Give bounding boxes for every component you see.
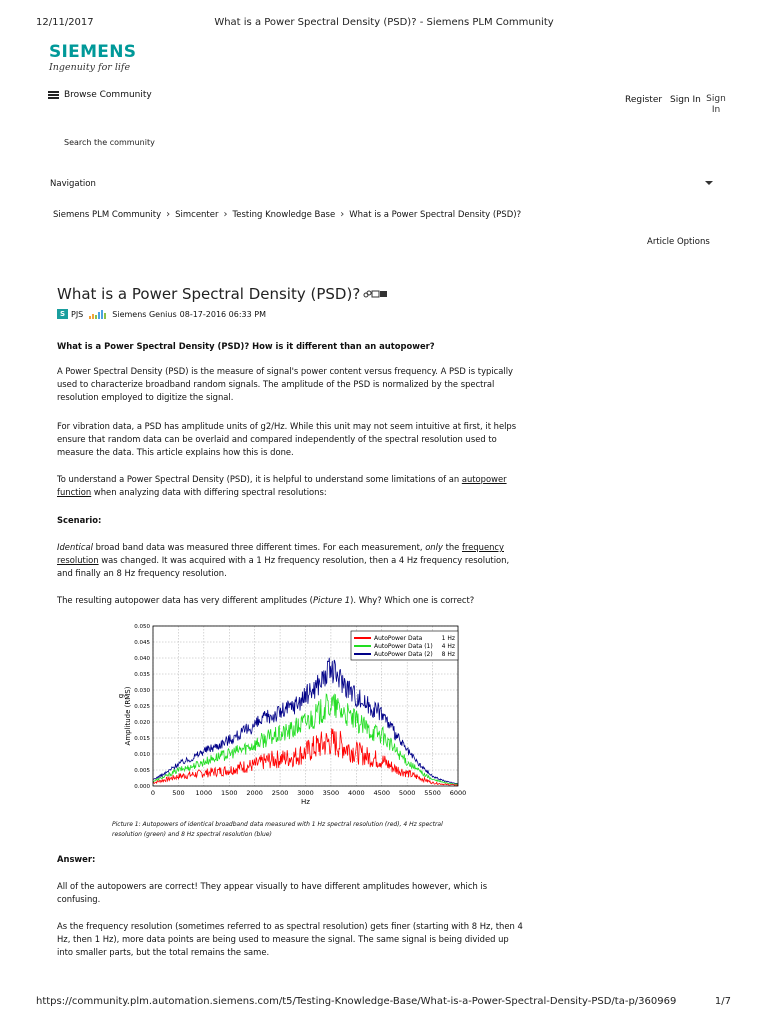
question-heading	[57, 340, 527, 353]
y-tick-label: 0.015	[134, 736, 150, 742]
logo-word: SIEMENS	[49, 42, 137, 62]
y-tick-label: 0.025	[134, 704, 150, 710]
y-tick-label: 0.050	[134, 624, 150, 630]
p3-post: when analyzing data with differing spectral resolutions:	[91, 487, 327, 498]
paragraph-4	[57, 541, 527, 581]
x-tick-label: 500	[172, 789, 185, 797]
legend-label: AutoPower Data (2)	[374, 651, 433, 658]
attachment-icons	[363, 290, 387, 298]
y-tick-label: 0.010	[134, 752, 150, 758]
breadcrumb	[53, 209, 521, 220]
search-input[interactable]	[64, 138, 444, 147]
print-page-number: 1/7	[714, 996, 731, 1007]
x-tick-label: 1500	[220, 789, 238, 797]
sign-in-link[interactable]: Sign In	[670, 95, 701, 105]
paragraph-7-text: As the frequency resolution (sometimes referred to as spectral resolution) gets finer (starting with 8 Hz, then 4 Hz, then 1 Hz), more data points are being used to measure the signal. The same signal is being divided up into smaller parts, but the total remains the same.	[57, 921, 523, 958]
print-url: https://community.plm.automation.siemens.com/t5/Testing-Knowledge-Base/What-is-a-Power-Spectral-Density-PSD/ta-p/360969	[36, 996, 677, 1007]
sign-in-link-secondary[interactable]: Sign In	[706, 94, 726, 115]
author-name[interactable]: PJS	[71, 309, 84, 319]
p4-b: the	[442, 542, 462, 552]
y-tick-label: 0.040	[134, 656, 150, 662]
legend-suffix: 4 Hz	[441, 643, 455, 650]
paragraph-5	[57, 594, 527, 607]
video-icon	[380, 291, 387, 297]
x-tick-label: 3000	[297, 789, 314, 797]
y-tick-label: 0.035	[134, 672, 150, 678]
scenario-heading: Scenario:	[57, 515, 102, 525]
legend-label: AutoPower Data (1)	[374, 643, 433, 650]
y-tick-label: 0.000	[134, 784, 150, 790]
x-tick-label: 5500	[424, 789, 441, 797]
siemens-logo[interactable]	[49, 44, 136, 73]
legend-suffix: 8 Hz	[441, 651, 455, 658]
paragraph-3	[57, 473, 527, 499]
y-axis-unit: g	[117, 693, 125, 699]
x-tick-label: 6000	[449, 789, 467, 797]
chevron-right-icon: ›	[340, 209, 345, 220]
browse-community-button[interactable]	[48, 90, 152, 100]
paragraph-2-text: For vibration data, a PSD has amplitude units of g2/Hz. While this unit may not seem intuitive at first, it helps ensure that random data can be overlaid and compared independently of the spectral resolution used to measure the data. This article explains how this is done.	[57, 421, 517, 458]
p4-only: only	[425, 542, 443, 552]
author-rank: Siemens Genius	[112, 309, 177, 319]
p4-c: was changed. It was acquired with a 1 Hz frequency resolution, then a 4 Hz frequency resolution, and finally an 8 Hz frequency resolution.	[57, 555, 510, 579]
breadcrumb-item-simcenter[interactable]: Simcenter	[175, 209, 219, 220]
print-date: 12/11/2017	[36, 17, 94, 28]
x-axis-label: Hz	[301, 798, 310, 806]
y-axis-label: Amplitude (RMS)	[124, 686, 132, 746]
chevron-down-icon[interactable]	[705, 181, 713, 185]
author-row	[57, 309, 266, 319]
paragraph-6	[57, 880, 527, 906]
chart-legend	[351, 631, 458, 660]
avatar[interactable]: S	[57, 309, 68, 319]
link-icon	[364, 291, 371, 297]
image-icon	[372, 291, 379, 297]
autopower-function-link[interactable]: autopower function	[57, 474, 507, 498]
x-tick-label: 3500	[322, 789, 340, 797]
answer-heading-wrap	[57, 853, 527, 866]
breadcrumb-item-testing-kb[interactable]: Testing Knowledge Base	[232, 209, 336, 220]
article-title-row	[57, 285, 387, 303]
paragraph-1	[57, 365, 527, 405]
question-text: What is a Power Spectral Density (PSD)? How is it different than an autopower?	[57, 341, 435, 351]
legend-suffix: 1 Hz	[441, 635, 455, 642]
answer-heading: Answer:	[57, 854, 96, 864]
figure-caption: Picture 1: Autopowers of identical broadband data measured with 1 Hz spectral resolution (red), 4 Hz spectral resolution (green) and 8 Hz spectral resolution (blue)	[112, 821, 443, 838]
breadcrumb-item-current: What is a Power Spectral Density (PSD)?	[349, 209, 522, 220]
frequency-resolution-link[interactable]: frequency resolution	[57, 542, 504, 566]
p4-a: broad band data was measured three different times. For each measurement,	[92, 542, 426, 552]
logo-tagline: Ingenuity for life	[49, 62, 131, 73]
p3-pre: To understand a Power Spectral Density (PSD), it is helpful to understand some limitations of an	[57, 474, 462, 484]
paragraph-1-text: A Power Spectral Density (PSD) is the measure of signal's power content versus frequency. A PSD is typically used to characterize broadband random signals. The amplitude of the PSD is normalized by the spectral resolution employed to digitize the signal.	[57, 366, 514, 403]
y-tick-label: 0.045	[134, 640, 150, 646]
x-tick-label: 4000	[348, 789, 365, 797]
p5-b: ). Why? Which one is correct?	[350, 595, 475, 605]
paragraph-7	[57, 920, 527, 960]
x-tick-label: 1000	[195, 789, 213, 797]
print-title: What is a Power Spectral Density (PSD)? - Siemens PLM Community	[214, 17, 554, 28]
x-tick-label: 0	[150, 789, 156, 797]
x-tick-label: 2500	[271, 789, 289, 797]
autopower-chart	[117, 620, 467, 816]
p5-a: The resulting autopower data has very different amplitudes (	[57, 595, 313, 605]
paragraph-2	[57, 420, 527, 460]
breadcrumb-item-community[interactable]: Siemens PLM Community	[53, 209, 162, 220]
register-link[interactable]: Register	[625, 95, 663, 105]
y-tick-label: 0.005	[134, 768, 150, 774]
browse-community-label: Browse Community	[64, 90, 152, 100]
y-tick-label: 0.020	[134, 720, 150, 726]
p5-pic: Picture 1	[312, 595, 351, 605]
post-date: 08-17-2016 06:33 PM	[179, 309, 266, 319]
article-options-button[interactable]: Article Options	[647, 237, 710, 247]
y-tick-label: 0.030	[134, 688, 150, 694]
scenario-heading-wrap	[57, 514, 527, 527]
article-title: What is a Power Spectral Density (PSD)?	[57, 285, 361, 303]
x-tick-label: 4500	[373, 789, 391, 797]
legend-label: AutoPower Data	[374, 635, 423, 642]
chevron-right-icon: ›	[166, 209, 171, 220]
rank-bars-icon	[89, 309, 106, 319]
x-tick-label: 5000	[398, 789, 416, 797]
hamburger-icon	[48, 91, 59, 99]
navigation-dropdown[interactable]: Navigation	[50, 179, 96, 189]
x-tick-label: 2000	[246, 789, 263, 797]
chevron-right-icon: ›	[223, 209, 228, 220]
p4-identical: Identical	[57, 542, 93, 552]
paragraph-6-text: All of the autopowers are correct! They appear visually to have different amplitudes however, which is confusing.	[57, 881, 488, 905]
